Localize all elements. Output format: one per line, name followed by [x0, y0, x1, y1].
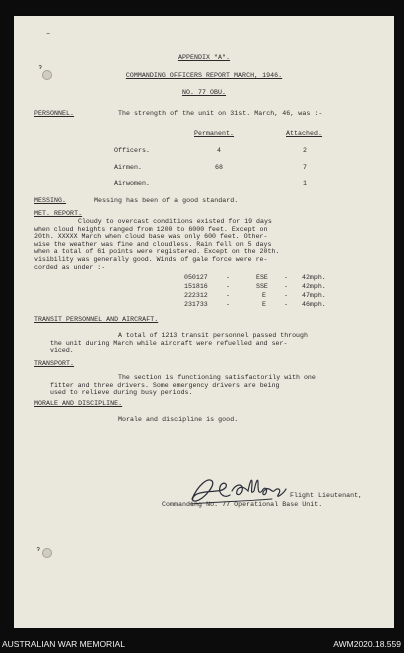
row-label-airmen: Airmen.	[114, 164, 143, 171]
morale-heading: MORALE AND DISCIPLINE.	[34, 400, 123, 407]
met-report-text: Cloudy to overcast conditions existed for 19 days when cloud heights ranged from 1200 to 6000 feet. Except on 20th. XXXXX March when cloud base was only 600 feet. Other- wise the weather was fine and cloudless. Rain fell on 5 days when a total of 61 points were registered. Except on the 20th. visibility was generally good. Winds of gale force were re- corded as under :-	[34, 218, 280, 271]
wind-record: 222312 - E - 47mph.	[184, 292, 326, 299]
report-title: COMMANDING OFFICERS REPORT MARCH, 1946.	[125, 72, 283, 79]
transport-text: The section is functioning satisfactorily with one fitter and three drivers. Some emergency drivers are being used to relieve during busy periods.	[50, 374, 316, 397]
met-report-heading: MET. REPORT.	[34, 210, 83, 217]
wind-record: 231733 - E - 46mph.	[184, 301, 326, 308]
row-label-airwomen: Airwomen.	[114, 180, 151, 187]
row-label-officers: Officers.	[114, 147, 151, 154]
row-permanent-officers: 4	[216, 147, 221, 154]
margin-mark: ɂ	[38, 64, 43, 72]
row-attached-officers: 2	[302, 147, 307, 154]
morale-text: Morale and discipline is good.	[118, 416, 239, 423]
personnel-intro: The strength of the unit on 31st. March, 46, was :-	[118, 110, 323, 117]
unit-heading: NO. 77 OBU.	[181, 89, 227, 96]
personnel-heading: PERSONNEL.	[34, 110, 75, 117]
margin-mark: ɂ	[36, 546, 41, 554]
punch-hole	[42, 548, 52, 558]
wind-record: 050127 - ESE - 42mph.	[184, 274, 326, 281]
col-permanent: Permanent.	[194, 130, 235, 137]
signatory-rank: Flight Lieutenant,	[290, 492, 363, 499]
document-page	[14, 16, 394, 628]
messing-text: Messing has been of a good standard.	[94, 197, 239, 204]
wind-record: 151816 - SSE - 42mph.	[184, 283, 326, 290]
signatory-appointment: Commanding No. 77 Operational Base Unit.	[162, 501, 323, 508]
messing-heading: MESSING.	[34, 197, 67, 204]
transit-text: A total of 1213 transit personnel passed through the unit during March while aircraft were refuelled and ser- viced.	[50, 332, 308, 355]
footer-accession-number: AWM2020.18.559	[333, 639, 401, 649]
appendix-heading: APPENDIX "A".	[177, 54, 231, 61]
transit-heading: TRANSIT PERSONNEL AND AIRCRAFT.	[34, 316, 159, 323]
row-permanent-airmen: 68	[214, 164, 223, 171]
margin-mark: –	[46, 30, 51, 38]
col-attached: Attached.	[286, 130, 323, 137]
footer-bar	[0, 636, 404, 653]
transport-heading: TRANSPORT.	[34, 360, 75, 367]
row-attached-airmen: 7	[302, 164, 307, 171]
footer-institution: AUSTRALIAN WAR MEMORIAL	[2, 639, 125, 649]
row-attached-airwomen: 1	[302, 180, 307, 187]
